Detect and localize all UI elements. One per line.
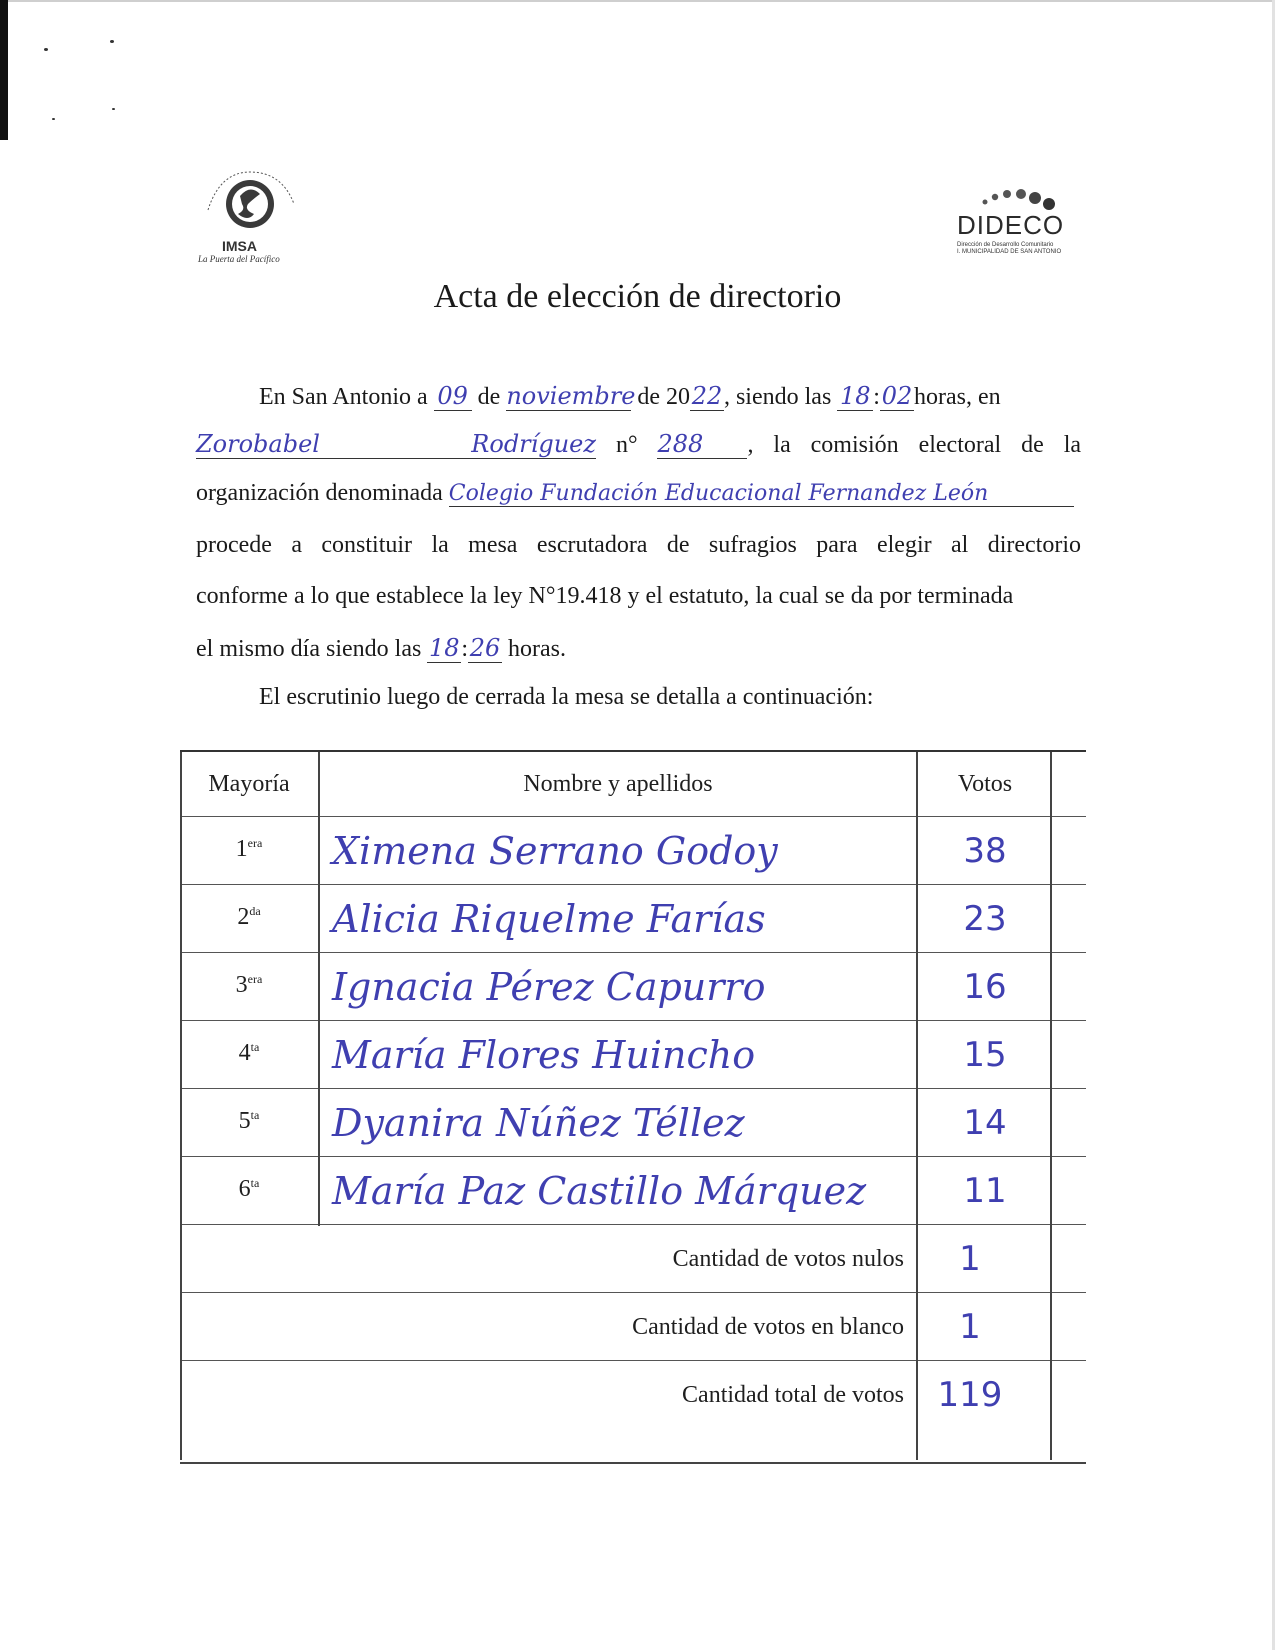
end-hour-field: 18 — [429, 634, 460, 662]
candidate-name: Ximena Serrano Godoy — [332, 829, 778, 873]
scan-speck — [112, 108, 115, 110]
candidate-name: Ignacia Pérez Capurro — [332, 965, 766, 1009]
null-votes-label: Cantidad de votos nulos — [672, 1245, 904, 1272]
candidate-votes: 15 — [963, 1035, 1007, 1075]
header-rank: Mayoría — [208, 770, 290, 797]
intro-text: horas, en — [913, 384, 1001, 410]
blank-votes-value: 1 — [959, 1307, 981, 1347]
intro-text: : — [873, 384, 880, 410]
intro-text: n° — [615, 432, 638, 458]
start-minute-field: 02 — [881, 382, 913, 410]
intro-line-3 — [196, 480, 1081, 520]
intro-text: En San Antonio a — [259, 384, 428, 410]
dideco-subtitle-line: I. MUNICIPALIDAD DE SAN ANTONIO — [957, 249, 1062, 255]
intro-line-2 — [196, 430, 1081, 470]
summary-row-blank — [180, 1294, 1086, 1361]
page-title: Acta de elección de directorio — [433, 278, 842, 315]
scan-speck — [44, 48, 48, 51]
intro-text: horas. — [507, 636, 566, 662]
intro-line-6 — [196, 634, 1081, 674]
rank-number: 4 — [238, 1040, 251, 1066]
end-minute-field: 26 — [469, 634, 501, 662]
header-name: Nombre y apellidos — [523, 770, 713, 797]
results-table — [180, 750, 1086, 1464]
year-field: 22 — [691, 382, 723, 410]
intro-line-7: El escrutinio luego de cerrada la mesa se detalla a continuación: — [259, 684, 874, 710]
dideco-subtitle-line: Dirección de Desarrollo Comunitario — [957, 242, 1054, 248]
candidate-votes: 11 — [963, 1171, 1007, 1211]
imsa-emblem-icon — [190, 170, 310, 240]
candidate-name: María Flores Huincho — [332, 1033, 756, 1077]
rank-cell — [180, 1090, 318, 1156]
day-field: 09 — [434, 382, 472, 411]
imsa-logo — [190, 170, 310, 270]
table-border-right — [1050, 752, 1052, 1460]
rank-suffix: era — [247, 972, 263, 986]
table-column-divider — [916, 752, 918, 1460]
rank-number: 2 — [237, 904, 250, 930]
dideco-dots-icon — [955, 180, 1085, 210]
rank-number: 1 — [235, 836, 248, 862]
intro-text: el mismo día siendo las — [196, 636, 422, 662]
rank-suffix: ta — [250, 1176, 260, 1190]
rank-cell — [180, 1022, 318, 1088]
rank-number: 5 — [238, 1108, 251, 1134]
candidate-votes: 38 — [963, 831, 1007, 871]
scan-edge-left — [0, 0, 8, 140]
intro-line-1 — [196, 382, 1081, 422]
rank-suffix: ta — [250, 1108, 260, 1122]
imsa-logo-tagline: La Puerta del Pacífico — [198, 254, 280, 264]
summary-row-null — [180, 1226, 1086, 1293]
rank-suffix: da — [249, 904, 261, 918]
table-row — [180, 1158, 1086, 1225]
total-votes-value: 119 — [937, 1375, 1003, 1415]
table-row — [180, 1022, 1086, 1089]
intro-text: : — [461, 636, 468, 662]
rank-cell — [180, 954, 318, 1020]
dideco-logo-name: DIDECO — [957, 210, 1065, 240]
summary-row-total — [180, 1362, 1086, 1460]
rank-number: 6 — [238, 1176, 251, 1202]
rank-cell — [180, 886, 318, 952]
candidate-name: María Paz Castillo Márquez — [332, 1169, 867, 1213]
street-number-field: 288 — [657, 430, 747, 459]
rank-suffix: era — [247, 836, 263, 850]
scan-speck — [110, 40, 114, 43]
organization-field: Colegio Fundación Educacional Fernandez León — [449, 481, 1074, 507]
candidate-name: Dyanira Núñez Téllez — [332, 1101, 745, 1145]
month-field: noviembre — [506, 382, 636, 410]
street-field: Zorobabel Rodríguez — [196, 430, 596, 458]
table-header-row — [180, 752, 1086, 817]
scan-speck — [52, 118, 55, 120]
candidate-votes: 14 — [963, 1103, 1007, 1143]
total-votes-label: Cantidad total de votos — [682, 1381, 904, 1408]
table-row — [180, 954, 1086, 1021]
table-row — [180, 818, 1086, 885]
candidate-votes: 23 — [963, 899, 1007, 939]
rank-suffix: ta — [250, 1040, 260, 1054]
null-votes-value: 1 — [959, 1239, 981, 1279]
intro-text: de — [477, 384, 501, 410]
dideco-logo — [955, 180, 1085, 260]
table-row — [180, 886, 1086, 953]
scan-edge-top — [0, 0, 1275, 2]
table-row — [180, 1090, 1086, 1157]
header-votes: Votos — [957, 770, 1013, 797]
candidate-votes: 16 — [963, 967, 1007, 1007]
blank-votes-label: Cantidad de votos en blanco — [632, 1313, 904, 1340]
dideco-logo-subtitle — [957, 242, 1087, 256]
intro-line-4: procede a constituir la mesa escrutadora de sufragios para elegir al directorio — [196, 532, 1081, 558]
rank-cell — [180, 1158, 318, 1224]
table-column-divider — [318, 752, 320, 1226]
candidate-name: Alicia Riquelme Farías — [332, 897, 766, 941]
intro-line-5: conforme a lo que establece la ley N°19.418 y el estatuto, la cual se da por terminada — [196, 583, 1014, 609]
rank-number: 3 — [235, 972, 248, 998]
intro-text: de 20 — [637, 384, 690, 410]
rank-cell — [180, 818, 318, 884]
imsa-logo-name: IMSA — [222, 238, 257, 254]
intro-text: organización denominada — [196, 480, 443, 506]
intro-text: , siendo las — [723, 384, 832, 410]
start-hour-field: 18 — [837, 382, 873, 411]
table-border-left — [180, 752, 182, 1460]
intro-text: , la comisión electoral de la — [747, 432, 1082, 458]
